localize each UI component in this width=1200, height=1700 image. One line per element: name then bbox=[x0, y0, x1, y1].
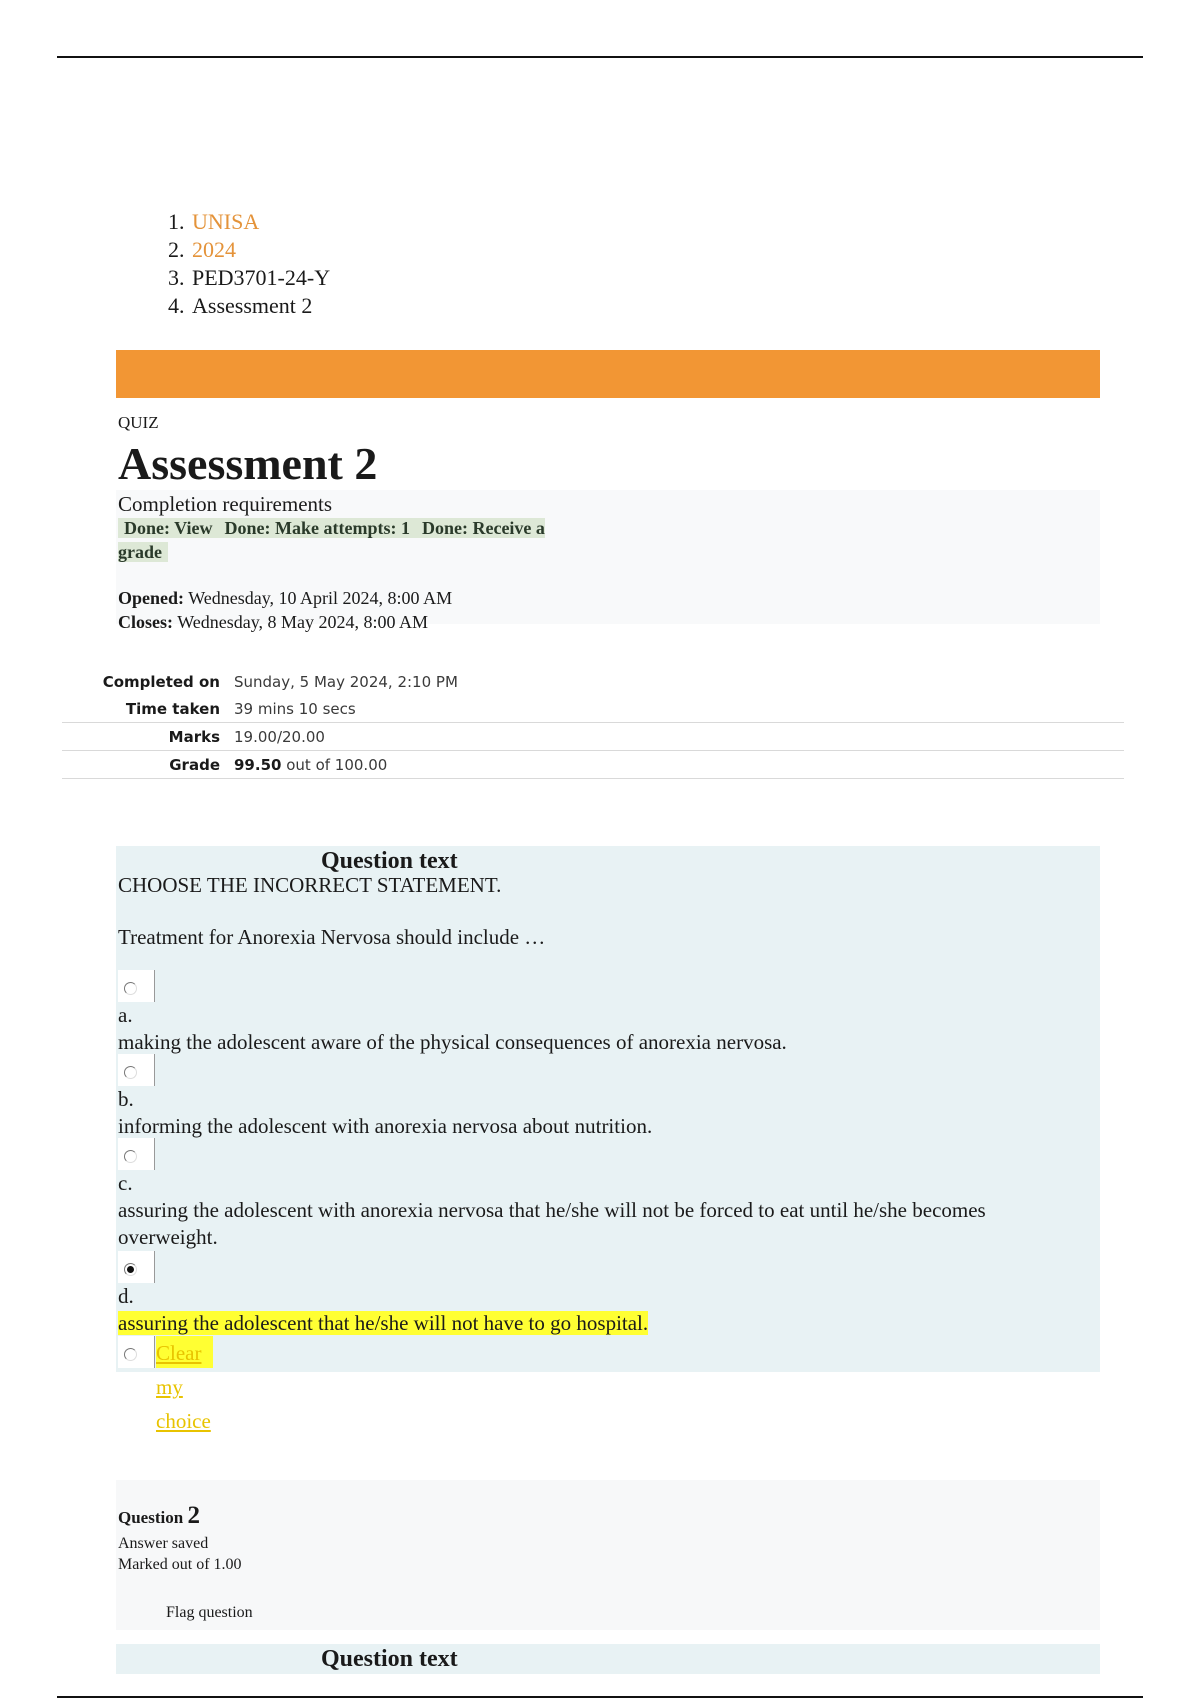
completion-badge-attempts: Done: Make attempts: 1 bbox=[219, 518, 416, 538]
option-a-radio-box[interactable] bbox=[118, 970, 155, 1002]
option-a-text[interactable]: making the adolescent aware of the physical consequences of anorexia nervosa. bbox=[118, 1030, 787, 1054]
marks-label: Marks bbox=[62, 723, 234, 751]
completion-heading: Completion requirements bbox=[118, 492, 333, 516]
breadcrumb bbox=[150, 208, 330, 320]
grade-score: 99.50 bbox=[234, 755, 282, 774]
page-banner bbox=[116, 350, 1100, 398]
closes-label: Closes: bbox=[118, 612, 173, 632]
question-number bbox=[118, 1502, 200, 1530]
table-row bbox=[62, 751, 1124, 779]
question-text-heading: Question text bbox=[321, 1646, 458, 1672]
question-instruction: CHOOSE THE INCORRECT STATEMENT. bbox=[118, 873, 502, 897]
breadcrumb-item: 4. Assessment 2 bbox=[190, 292, 330, 320]
question-label: Question bbox=[118, 1508, 184, 1527]
table-row bbox=[62, 668, 1124, 695]
completed-on-label: Completed on bbox=[102, 672, 220, 691]
option-b-radio[interactable] bbox=[124, 1066, 137, 1079]
bottom-rule bbox=[57, 1696, 1143, 1698]
question-number-value: 2 bbox=[187, 1502, 200, 1529]
question-1-content bbox=[116, 846, 1100, 1433]
breadcrumb-link-year[interactable]: 2024 bbox=[192, 237, 236, 262]
clear-choice-radio-box[interactable] bbox=[118, 1336, 211, 1433]
completion-requirements bbox=[116, 490, 1100, 632]
completion-badge-grade: Done: Receive a grade bbox=[118, 518, 545, 562]
question-text-heading: Question text bbox=[321, 848, 458, 874]
option-d-radio-selected[interactable] bbox=[124, 1263, 137, 1276]
opened-value: Wednesday, 10 April 2024, 8:00 AM bbox=[188, 588, 453, 608]
breadcrumb-item[interactable] bbox=[190, 236, 330, 264]
option-a-letter: a. bbox=[118, 1003, 133, 1027]
option-c-radio[interactable] bbox=[124, 1150, 137, 1163]
question-status bbox=[118, 1533, 242, 1575]
completion-badges bbox=[118, 516, 598, 564]
option-c-text[interactable]: assuring the adolescent with anorexia nervosa that he/she will not be forced to eat until he/she becomes overweight. bbox=[118, 1198, 986, 1249]
clear-my-choice-link[interactable]: Clear my choice bbox=[156, 1336, 213, 1368]
grade-value bbox=[234, 751, 1124, 779]
closes-value: Wednesday, 8 May 2024, 8:00 AM bbox=[177, 612, 429, 632]
question-stem: Treatment for Anorexia Nervosa should include … bbox=[118, 925, 546, 949]
completion-badge-view: Done: View bbox=[118, 518, 219, 538]
time-taken-value: 39 mins 10 secs bbox=[234, 695, 1124, 723]
grade-label: Grade bbox=[62, 751, 234, 779]
activity-type-label: QUIZ bbox=[118, 413, 159, 432]
page-title: Assessment 2 bbox=[118, 438, 378, 489]
answer-status: Answer saved bbox=[118, 1535, 209, 1552]
quiz-dates bbox=[118, 586, 452, 634]
completed-on-value: Sunday, 5 May 2024, 2:10 PM bbox=[234, 672, 458, 691]
breadcrumb-link-unisa[interactable]: UNISA bbox=[192, 209, 260, 234]
table-row bbox=[62, 695, 1124, 723]
table-row bbox=[62, 723, 1124, 751]
option-b-radio-box[interactable] bbox=[118, 1054, 155, 1086]
closes-date bbox=[118, 610, 452, 634]
grade-suffix: out of 100.00 bbox=[286, 755, 388, 774]
clear-choice-radio[interactable] bbox=[124, 1348, 137, 1361]
option-b-letter: b. bbox=[118, 1087, 134, 1111]
option-d-letter: d. bbox=[118, 1284, 134, 1308]
opened-date bbox=[118, 586, 452, 610]
opened-label: Opened: bbox=[118, 588, 185, 608]
option-c-letter: c. bbox=[118, 1171, 133, 1195]
marks-value: 19.00/20.00 bbox=[234, 723, 1124, 751]
breadcrumb-item: 3. PED3701-24-Y bbox=[190, 264, 330, 292]
marked-out-of: Marked out of 1.00 bbox=[118, 1556, 242, 1573]
time-taken-label: Time taken bbox=[62, 695, 234, 723]
top-rule bbox=[57, 56, 1143, 58]
option-d-radio-box[interactable] bbox=[118, 1251, 155, 1283]
option-b-text[interactable]: informing the adolescent with anorexia nervosa about nutrition. bbox=[118, 1114, 653, 1138]
attempt-summary-table bbox=[62, 668, 1124, 779]
question-2-info bbox=[116, 1480, 1100, 1630]
option-a-radio[interactable] bbox=[124, 982, 137, 995]
flag-question-button[interactable]: Flag question bbox=[166, 1604, 253, 1621]
question-2-content bbox=[116, 1644, 1100, 1674]
breadcrumb-item[interactable] bbox=[190, 208, 330, 236]
option-d-text[interactable]: assuring the adolescent that he/she will not have to go hospital. bbox=[118, 1311, 649, 1335]
option-c-radio-box[interactable] bbox=[118, 1138, 155, 1170]
